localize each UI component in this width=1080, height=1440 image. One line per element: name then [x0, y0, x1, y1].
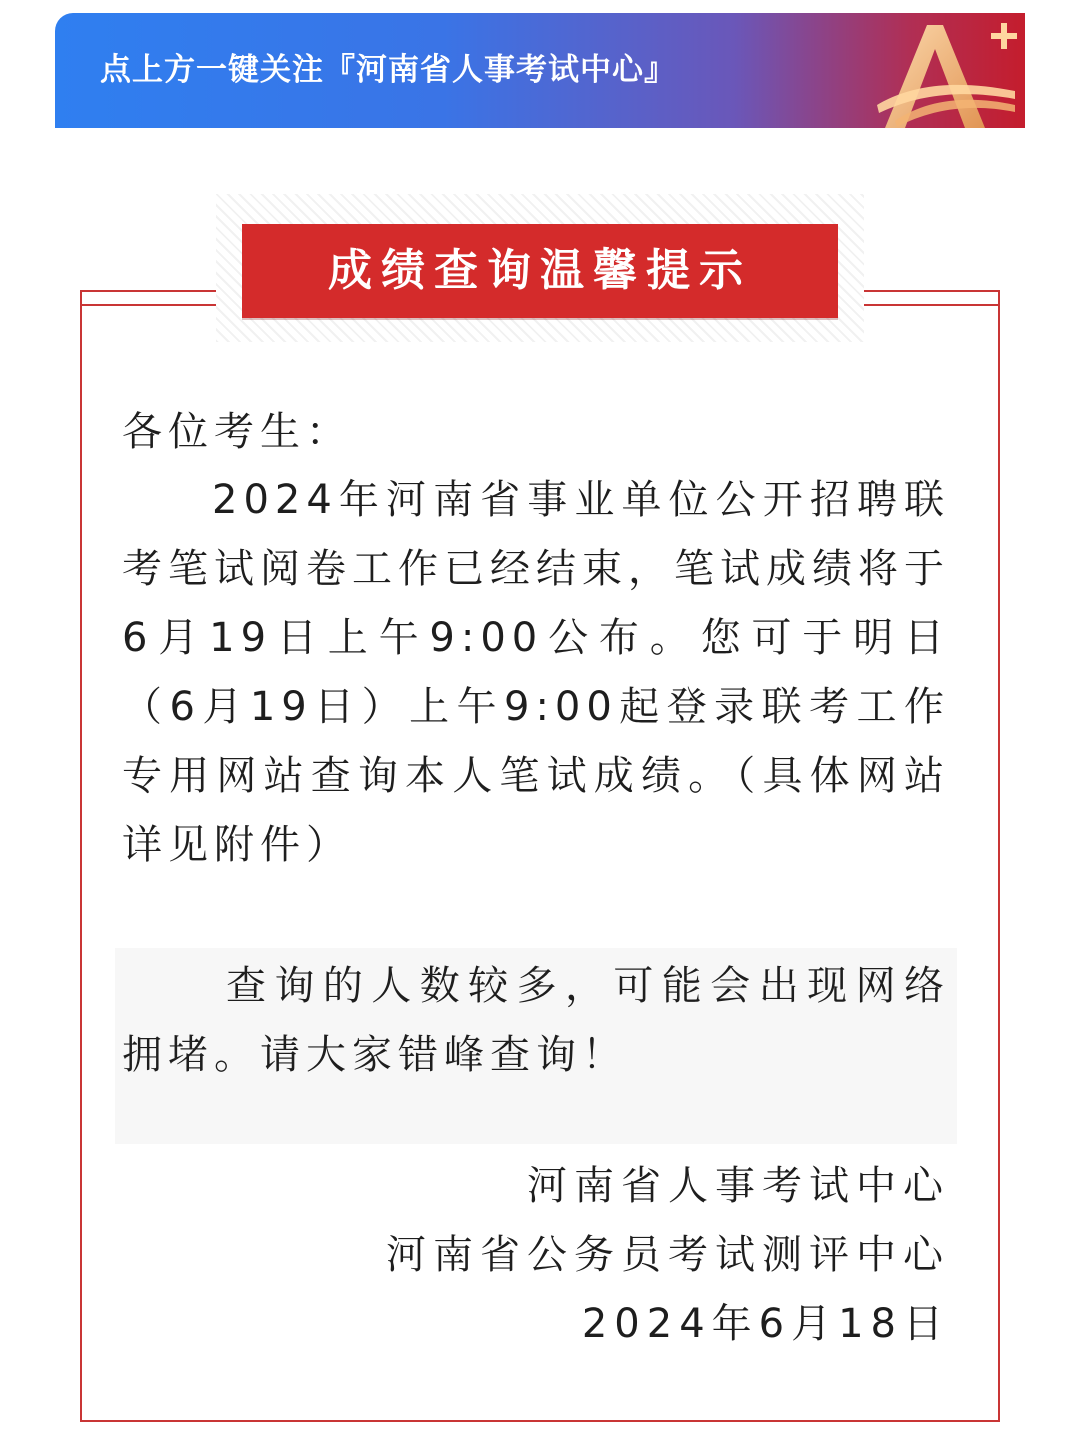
notice-paragraph-2: [122, 952, 950, 1090]
salutation-text: 各位考生：: [122, 409, 352, 455]
notice-title: 成绩查询温馨提示: [242, 224, 838, 318]
salutation: [122, 398, 950, 467]
signature-org-2: 河南省公务员考试测评中心: [386, 1232, 950, 1278]
follow-banner-text[interactable]: 点上方一键关注『河南省人事考试中心』: [100, 52, 676, 88]
a-plus-logo-icon: [865, 13, 1025, 128]
notice-paragraph-1: [122, 466, 950, 880]
signature-date: 2024年6月18日: [581, 1301, 950, 1347]
notice-paragraph-2-text: 查询的人数较多，可能会出现网络拥堵。请大家错峰查询！: [122, 963, 950, 1078]
notice-paragraph-1-text: 2024年河南省事业单位公开招聘联考笔试阅卷工作已经结束，笔试成绩将于6月19日上午9:00公布。您可于明日（6月19日）上午9:00起登录联考工作专用网站查询本人笔试成绩。（具体网站详见附件）: [122, 477, 950, 868]
signature-org-1: 河南省人事考试中心: [527, 1163, 950, 1209]
follow-banner[interactable]: [55, 13, 1025, 128]
